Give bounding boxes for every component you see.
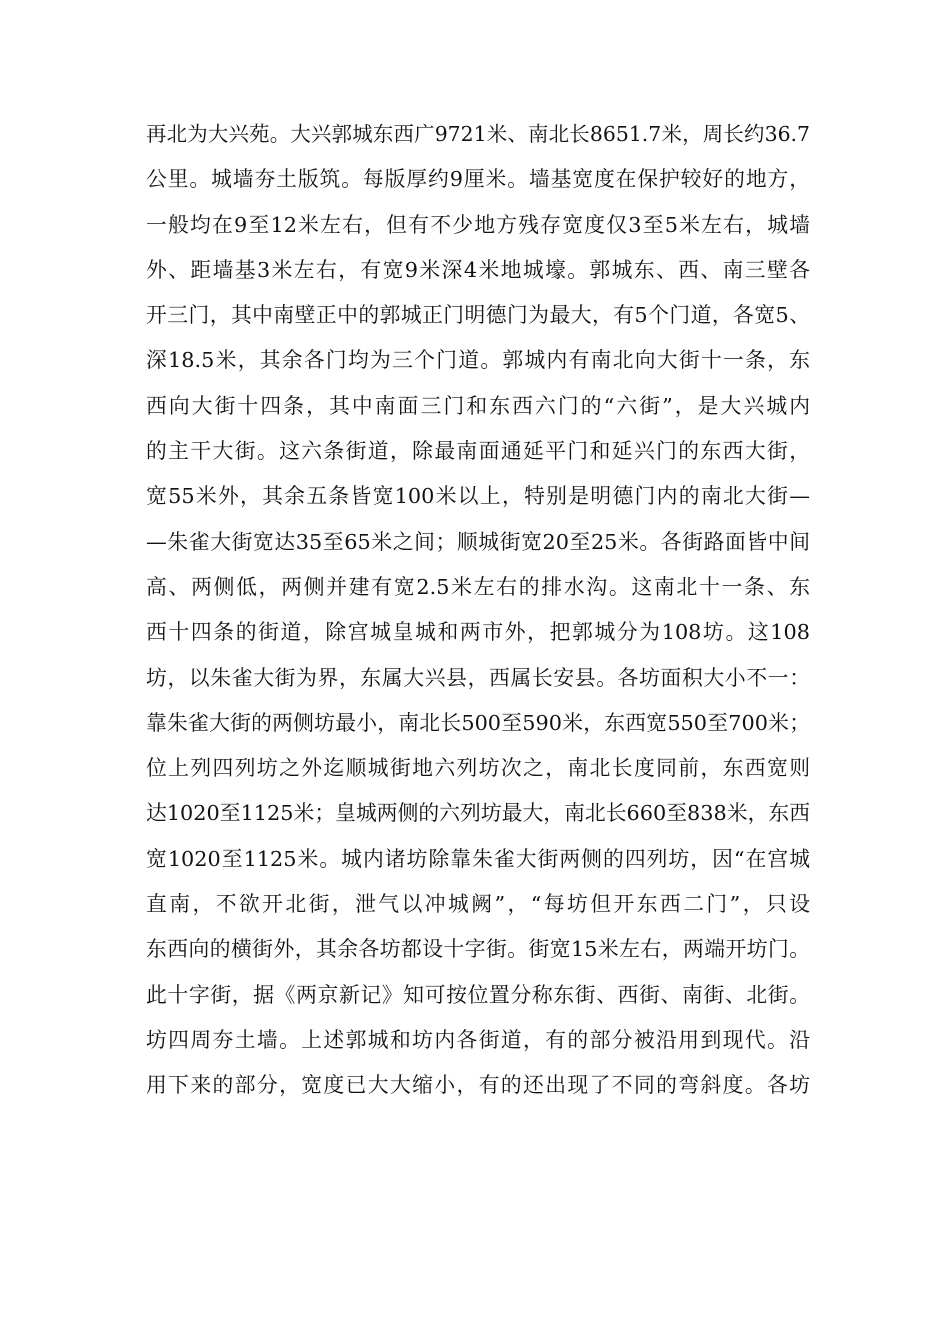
text-line-12: 西十四条的街道，除宫城皇城和两市外，把郭城分为108坊。这108 bbox=[146, 620, 810, 645]
text-line-9: 宽55米外，其余五条皆宽100米以上，特别是明德门内的南北大街— bbox=[146, 484, 810, 509]
text-line-16: 达1020至1125米；皇城两侧的六列坊最大，南北长660至838米，东西 bbox=[146, 801, 810, 826]
text-line-19: 东西向的横街外，其余各坊都设十字街。街宽15米左右，两端开坊门。 bbox=[146, 937, 810, 962]
text-line-17: 宽1020至1125米。城内诸坊除靠朱雀大街两侧的四列坊，因“在宫城 bbox=[146, 846, 810, 871]
text-line-2: 公里。城墙夯土版筑。每版厚约9厘米。墙基宽度在保护较好的地方， bbox=[146, 167, 810, 192]
text-line-7: 西向大街十四条，其中南面三门和东西六门的“六街”，是大兴城内 bbox=[146, 393, 810, 418]
text-line-18: 直南，不欲开北街，泄气以冲城阙”，“每坊但开东西二门”，只设 bbox=[146, 892, 810, 917]
text-line-20: 此十字街，据《两京新记》知可按位置分称东街、西街、南街、北街。 bbox=[146, 982, 810, 1007]
text-line-1: 再北为大兴苑。大兴郭城东西广9721米、南北长8651.7米，周长约36.7 bbox=[146, 122, 810, 146]
text-line-22: 用下来的部分，宽度已大大缩小，有的还出现了不同的弯斜度。各坊 bbox=[146, 1073, 810, 1098]
text-line-11: 高、两侧低，两侧并建有宽2.5米左右的排水沟。这南北十一条、东 bbox=[146, 574, 810, 599]
text-line-14: 靠朱雀大街的两侧坊最小，南北长500至590米，东西宽550至700米； bbox=[146, 710, 810, 735]
text-line-6: 深18.5米，其余各门均为三个门道。郭城内有南北向大街十一条，东 bbox=[146, 348, 810, 373]
text-line-5: 开三门，其中南壁正中的郭城正门明德门为最大，有5个门道，各宽5、 bbox=[146, 303, 810, 328]
text-line-21: 坊四周夯土墙。上述郭城和坊内各街道，有的部分被沿用到现代。沿 bbox=[146, 1027, 810, 1052]
body-paragraph bbox=[146, 112, 810, 1109]
text-line-4: 外、距墙基3米左右，有宽9米深4米地城壕。郭城东、西、南三壁各 bbox=[146, 257, 810, 282]
text-line-3: 一般均在9至12米左右，但有不少地方残存宽度仅3至5米左右，城墙 bbox=[146, 212, 810, 237]
text-line-10: —朱雀大街宽达35至65米之间；顺城街宽20至25米。各街路面皆中间 bbox=[146, 529, 810, 554]
text-line-8: 的主干大街。这六条街道，除最南面通延平门和延兴门的东西大街， bbox=[146, 439, 810, 464]
text-line-15: 位上列四列坊之外迄顺城街地六列坊次之，南北长度同前，东西宽则 bbox=[146, 756, 810, 781]
text-line-13: 坊，以朱雀大街为界，东属大兴县，西属长安县。各坊面积大小不一： bbox=[146, 665, 810, 690]
